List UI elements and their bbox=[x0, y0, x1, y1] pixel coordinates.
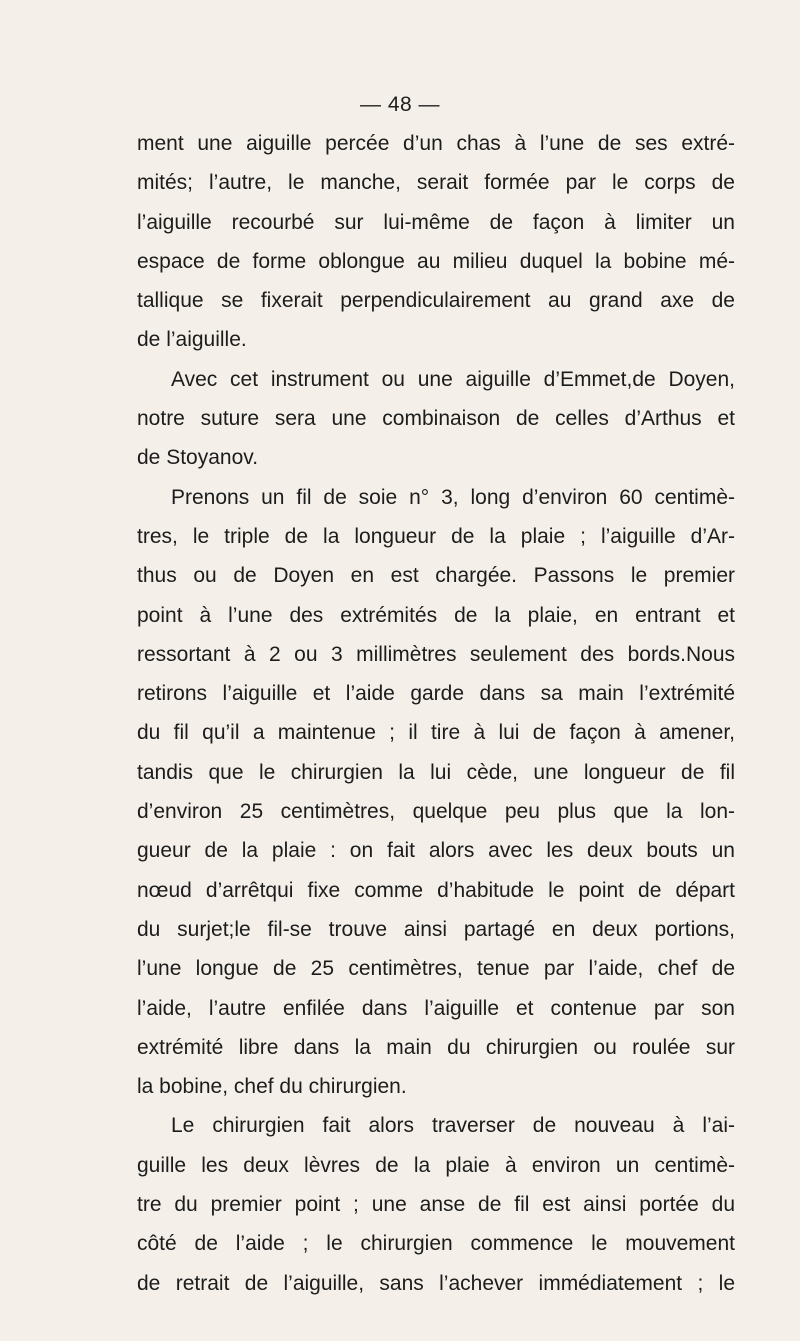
text-line: guille les deux lèvres de la plaie à environ un centimè- bbox=[137, 1153, 735, 1177]
body-text bbox=[137, 124, 735, 1303]
text-line: notre suture sera une combinaison de celles d’Arthus et bbox=[137, 407, 735, 431]
text-line: du fil qu’il a maintenue ; il tire à lui de façon à amener, bbox=[137, 721, 735, 745]
paragraph-1 bbox=[137, 124, 735, 360]
paragraph-2 bbox=[137, 360, 735, 478]
text-line: mités; l’autre, le manche, serait formée par le corps de bbox=[137, 171, 735, 195]
text-line: de l’aiguille. bbox=[137, 328, 247, 352]
text-line: tallique se fixerait perpendiculairement au grand axe de bbox=[137, 289, 735, 313]
text-line: la bobine, chef du chirurgien. bbox=[137, 1075, 407, 1099]
text-line: retirons l’aiguille et l’aide garde dans sa main l’extrémité bbox=[137, 682, 735, 706]
text-line: tres, le triple de la longueur de la plaie ; l’aiguille d’Ar- bbox=[137, 524, 735, 548]
text-line: ressortant à 2 ou 3 millimètres seulement des bords.Nous bbox=[137, 642, 735, 666]
text-line: extrémité libre dans la main du chirurgien ou roulée sur bbox=[137, 1035, 735, 1059]
text-line: ment une aiguille percée d’un chas à l’une de ses extré- bbox=[137, 132, 735, 155]
text-line: nœud d’arrêtqui fixe comme d’habitude le point de départ bbox=[137, 878, 735, 902]
text-line: de Stoyanov. bbox=[137, 446, 259, 470]
text-line: l’aide, l’autre enfilée dans l’aiguille et contenue par son bbox=[137, 996, 735, 1020]
text-line: Prenons un fil de soie n° 3, long d’environ 60 centimè- bbox=[171, 485, 735, 509]
text-line: thus ou de Doyen en est chargée. Passons le premier bbox=[137, 564, 735, 588]
text-line: point à l’une des extrémités de la plaie, en entrant et bbox=[137, 603, 735, 627]
text-line: tandis que le chirurgien la lui cède, une longueur de fil bbox=[137, 760, 735, 784]
page-number: — 48 — bbox=[359, 93, 441, 116]
text-line: l’aiguille recourbé sur lui-même de façon à limiter un bbox=[137, 210, 735, 234]
paragraph-3 bbox=[137, 478, 735, 1107]
text-line: tre du premier point ; une anse de fil est ainsi portée du bbox=[137, 1193, 735, 1217]
text-line: côté de l’aide ; le chirurgien commence le mouvement bbox=[137, 1232, 735, 1256]
text-line: Le chirurgien fait alors traverser de nouveau à l’ai- bbox=[171, 1114, 735, 1138]
text-line: l’une longue de 25 centimètres, tenue par l’aide, chef de bbox=[137, 957, 735, 981]
text-line: d’environ 25 centimètres, quelque peu plus que la lon- bbox=[137, 800, 735, 824]
text-line: de retrait de l’aiguille, sans l’achever immédiatement ; le bbox=[137, 1271, 735, 1295]
text-line: espace de forme oblongue au milieu duquel la bobine mé- bbox=[137, 249, 735, 273]
paragraph-4 bbox=[137, 1106, 735, 1302]
text-line: gueur de la plaie : on fait alors avec les deux bouts un bbox=[137, 839, 735, 863]
text-line: du surjet;le fil-se trouve ainsi partagé en deux portions, bbox=[137, 917, 735, 941]
text-line: Avec cet instrument ou une aiguille d’Emmet,de Doyen, bbox=[171, 367, 735, 391]
